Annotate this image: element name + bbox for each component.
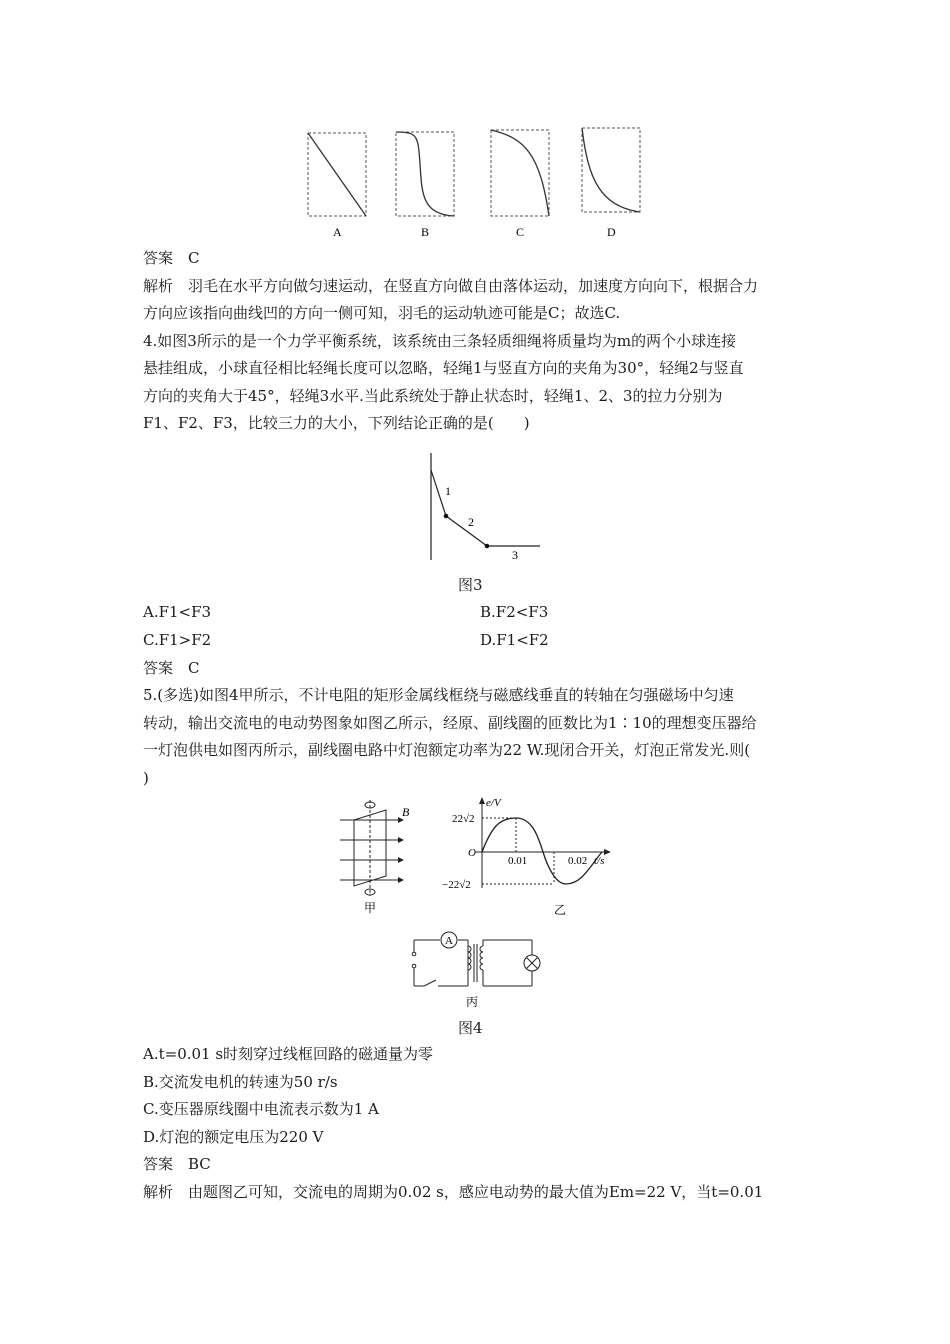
rope-label-3: 3 (512, 548, 518, 562)
q5-answer: 答案 BC (143, 1155, 211, 1173)
q4-stem-line2: 悬挂组成，小球直径相比轻绳长度可以忽略，轻绳1与竖直方向的夹角为30°，轻绳2与竖直 (143, 359, 744, 377)
q4-option-a: A.F1<F3 (143, 603, 212, 621)
figure-yi-caption: 乙 (554, 903, 567, 917)
option-label-c: C (516, 225, 525, 239)
emf-sine-curve (482, 818, 605, 884)
trajectory-options-figure (300, 124, 650, 244)
rope-label-1: 1 (445, 484, 451, 498)
figure-4-jia (336, 800, 416, 920)
x-tick-001: 0.01 (508, 855, 528, 867)
q5-stem-line1: 5.(多选)如图4甲所示，不计电阻的矩形金属线框绕与磁感线垂直的转轴在匀强磁场中匀速 (143, 686, 734, 704)
q5-stem-line4: ) (143, 769, 149, 787)
q5-option-c: C.变压器原线圈中电流表示数为1 A (143, 1100, 379, 1118)
q4-stem-line3: 方向的夹角大于45°，轻绳3水平.当此系统处于静止状态时，轻绳1、2、3的拉力分别为 (143, 387, 723, 405)
q4-option-c: C.F1>F2 (143, 631, 212, 649)
y-axis-label: e/V (486, 797, 501, 809)
figure-bing-caption: 丙 (466, 995, 479, 1009)
q5-option-a: A.t=0.01 s时刻穿过线框回路的磁通量为零 (143, 1045, 434, 1063)
origin-label: O (468, 847, 476, 859)
ammeter-label: A (445, 935, 453, 947)
x-axis-label: t/s (594, 855, 605, 867)
rope-label-2: 2 (468, 515, 474, 529)
q5-analysis-line1: 解析 由题图乙可知，交流电的周期为0.02 s，感应电动势的最大值为Em=22 V，当t=0.01 (143, 1183, 764, 1201)
q4-option-d: D.F1<F2 (480, 631, 549, 649)
x-tick-002: 0.02 (568, 855, 588, 867)
figure-3-diagram (420, 448, 550, 563)
figure-4-bing-circuit (404, 928, 554, 1012)
q5-option-d: D.灯泡的额定电压为220 V (143, 1128, 324, 1146)
y-min-tick: −22√2 (442, 879, 471, 891)
q5-stem-line2: 转动，输出交流电的电动势图象如图乙所示，经原、副线圈的匝数比为1∶10的理想变压器给 (143, 714, 757, 732)
option-label-b: B (421, 225, 430, 239)
figure-4-caption: 图4 (458, 1019, 483, 1037)
q4-stem-line4: F1、F2、F3，比较三力的大小，下列结论正确的是( ) (143, 414, 530, 432)
figure-4-yi-chart (436, 796, 616, 920)
y-max-tick: 22√2 (452, 813, 475, 825)
q3-analysis-line2: 方向应该指向曲线凹的方向一侧可知，羽毛的运动轨迹可能是C；故选C. (143, 304, 621, 322)
q4-stem-line1: 4.如图3所示的是一个力学平衡系统，该系统由三条轻质细绳将质量均为m的两个小球连接 (143, 332, 737, 350)
field-label-b: B (402, 805, 410, 819)
q5-stem-line3: 一灯泡供电如图丙所示，副线圈电路中灯泡额定功率为22 W.现闭合开关，灯泡正常发光.则( (143, 741, 751, 759)
option-label-a: A (333, 225, 342, 239)
q4-option-b: B.F2<F3 (480, 603, 549, 621)
q3-answer: 答案 C (143, 249, 200, 267)
q4-answer: 答案 C (143, 659, 200, 677)
option-label-d: D (607, 225, 616, 239)
q5-option-b: B.交流发电机的转速为50 r/s (143, 1073, 338, 1091)
q3-analysis-line1: 解析 羽毛在水平方向做匀速运动，在竖直方向做自由落体运动，加速度方向向下，根据合力 (143, 277, 759, 295)
figure-3-caption: 图3 (458, 576, 483, 594)
figure-jia-caption: 甲 (364, 901, 377, 915)
